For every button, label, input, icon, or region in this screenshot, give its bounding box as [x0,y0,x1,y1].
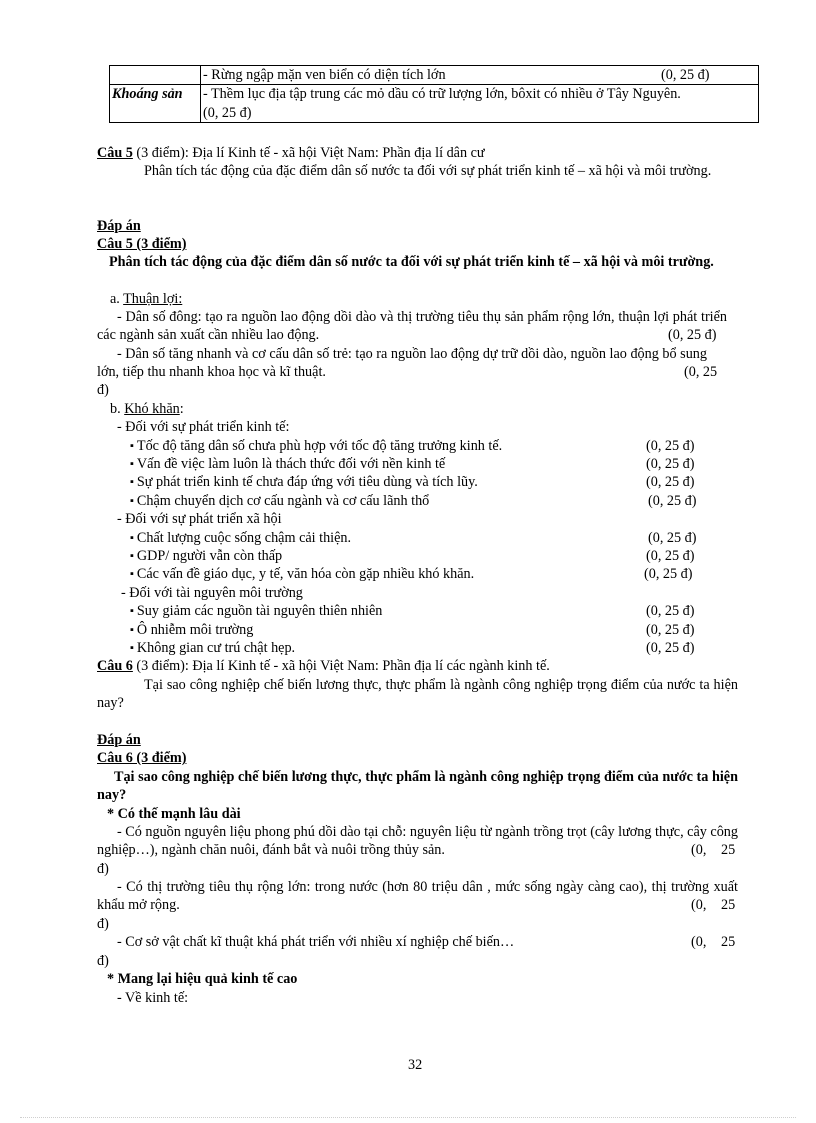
ans5-a2: - Dân số tăng nhanh và cơ cấu dân số trẻ: tạo ra nguồn lao động dự trữ dồi dào, nguồn lao động bổ sung lớn, tiếp thu nhanh khoa học và kĩ thuật. [97,346,707,381]
table-row-text: - Thềm lục địa tập trung các mỏ dầu có trữ lượng lớn, bôxit có nhiều ở Tây Nguyên. [203,86,681,103]
q6-header [97,657,550,675]
points-a: (0, [691,897,707,913]
points-c: đ) [97,916,109,932]
list-item: ▪ Ô nhiễm môi trường [130,621,253,640]
list-item: ▪ Không gian cư trú chật hẹp. [130,639,295,658]
table-cell-text [201,85,759,123]
table-cell-label [110,85,201,123]
list-item-points: (0, 25 đ) [646,548,695,564]
q5-label: Câu 5 [97,145,133,161]
list-item: ▪ Chất lượng cuộc sống chậm cải thiện. [130,529,351,548]
list-item-points: (0, 25 đ) [646,438,695,454]
q6-label: Câu 6 [97,658,133,674]
points-c: đ) [97,953,109,969]
q6-question: Tại sao công nghiệp chế biến lương thực, thực phẩm là ngành công nghiệp trọng điểm của nước ta hiện nay? [97,677,738,712]
list-item-points: (0, 25 đ) [644,566,693,582]
ans5-section-b [110,400,184,418]
list-item-points: (0, 25 đ) [648,493,697,509]
table-row-points: (0, 25 đ) [203,104,252,121]
list-item: ▪ Tốc độ tăng dân số chưa phù hợp với tốc độ tăng trưởng kinh tế. [130,437,502,456]
ans6-strength-3: - Cơ sở vật chất kĩ thuật khá phát triển với nhiều xí nghiệp chế biến… [117,934,515,950]
table-row-text: - Rừng ngập mặn ven biển có diện tích lớn [203,67,446,83]
table-cell-label [110,66,201,85]
ans5-a2-points: (0, 25 [684,364,718,380]
page-bottom-rule [20,1117,796,1118]
ans6-strength-title: * Có thế mạnh lâu dài [107,806,241,822]
q5-meta: (3 điểm): Địa lí Kinh tế - xã hội Việt Nam: Phần địa lí dân cư [132,145,485,161]
table-row [110,85,759,123]
section-a-title: Thuận lợi: [123,291,183,307]
list-item: ▪ Suy giảm các nguồn tài nguyên thiên nhiên [130,602,382,621]
q5-header [97,144,485,162]
ans6-strength-2: - Có thị trường tiêu thụ rộng lớn: trong nước (hơn 80 triệu dân , mức sống ngày càng cao), thị trường xuất khẩu mở rộng. [97,879,738,914]
points-b: 25 [721,842,736,858]
group-economy-title: - Đối với sự phát triển kinh tế: [117,419,290,435]
list-item-points: (0, 25 đ) [646,622,695,638]
group-society-title: - Đối với sự phát triển xã hội [117,511,282,527]
points-c: đ) [97,861,109,877]
ans6-strength-1: - Có nguồn nguyên liệu phong phú dồi dào tại chỗ: nguyên liệu từ ngành trồng trọt (cây lương thực, cây công nghiệp…), ngành chăn nuôi, đánh bắt và nuôi trồng thủy sản. [97,824,738,859]
table-cell-text [201,66,759,85]
ans5-a1: - Dân số đông: tạo ra nguồn lao động dồi dào và thị trường tiêu thụ sản phẩm rộng lớn, thuận lợi phát triển các ngành sản xuất cần nhiều lao động. [97,309,727,344]
list-item-points: (0, 25 đ) [648,530,697,546]
points-a: (0, [691,934,707,950]
list-item-points: (0, 25 đ) [646,603,695,619]
points-b: 25 [721,897,736,913]
list-item: ▪ Sự phát triển kinh tế chưa đáp ứng với tiêu dùng và tích lũy. [130,473,478,492]
table-row [110,66,759,85]
ans5-label: Câu 5 (3 điểm) [97,236,187,252]
ans5-a2-points-unit: đ) [97,382,109,398]
list-item: ▪ Chậm chuyển dịch cơ cấu ngành và cơ cấu lãnh thổ [130,492,429,511]
section-a-prefix: a. [110,291,124,307]
ans6-label: Câu 6 (3 điểm) [97,750,187,766]
points-a: (0, [691,842,707,858]
section-b-colon: : [179,401,184,417]
ans5-a1-points: (0, 25 đ) [668,327,717,343]
khoang-san-label: Khoáng sản [112,86,183,103]
table-row-points: (0, 25 đ) [661,67,710,83]
list-item-points: (0, 25 đ) [646,474,695,490]
points-b: 25 [721,934,736,950]
q6-meta: (3 điểm): Địa lí Kinh tế - xã hội Việt Nam: Phần địa lí các ngành kinh tế. [132,658,550,674]
ans6-efficiency-title: * Mang lại hiệu quả kinh tế cao [107,971,298,987]
page-number: 32 [408,1057,423,1073]
section-b-prefix: b. [110,401,125,417]
group-environment-title: - Đối với tài nguyên môi trường [121,585,303,601]
ans5-section-a [110,290,182,308]
list-item-points: (0, 25 đ) [646,456,695,472]
list-item: ▪ Các vấn đề giáo dục, y tế, văn hóa còn gặp nhiều khó khăn. [130,565,474,584]
resource-table [109,65,759,123]
ans6-heading: Đáp án [97,732,141,748]
ans5-question: Phân tích tác động của đặc điểm dân số nước ta đối với sự phát triển kinh tế – xã hội và môi trường. [109,254,714,270]
ans6-question: Tại sao công nghiệp chế biến lương thực, thực phẩm là ngành công nghiệp trọng điểm của nước ta hiện nay? [97,769,738,804]
list-item: ▪ Vấn đề việc làm luôn là thách thức đối với nền kinh tế [130,455,445,474]
section-b-title: Khó khăn [124,401,180,417]
q5-question: Phân tích tác động của đặc điểm dân số nước ta đối với sự phát triển kinh tế – xã hội và môi trường. [144,163,712,179]
ans6-economy-item: - Về kinh tế: [117,990,189,1006]
ans5-heading: Đáp án [97,218,141,234]
list-item: ▪ GDP/ người vẫn còn thấp [130,547,282,566]
list-item-points: (0, 25 đ) [646,640,695,656]
